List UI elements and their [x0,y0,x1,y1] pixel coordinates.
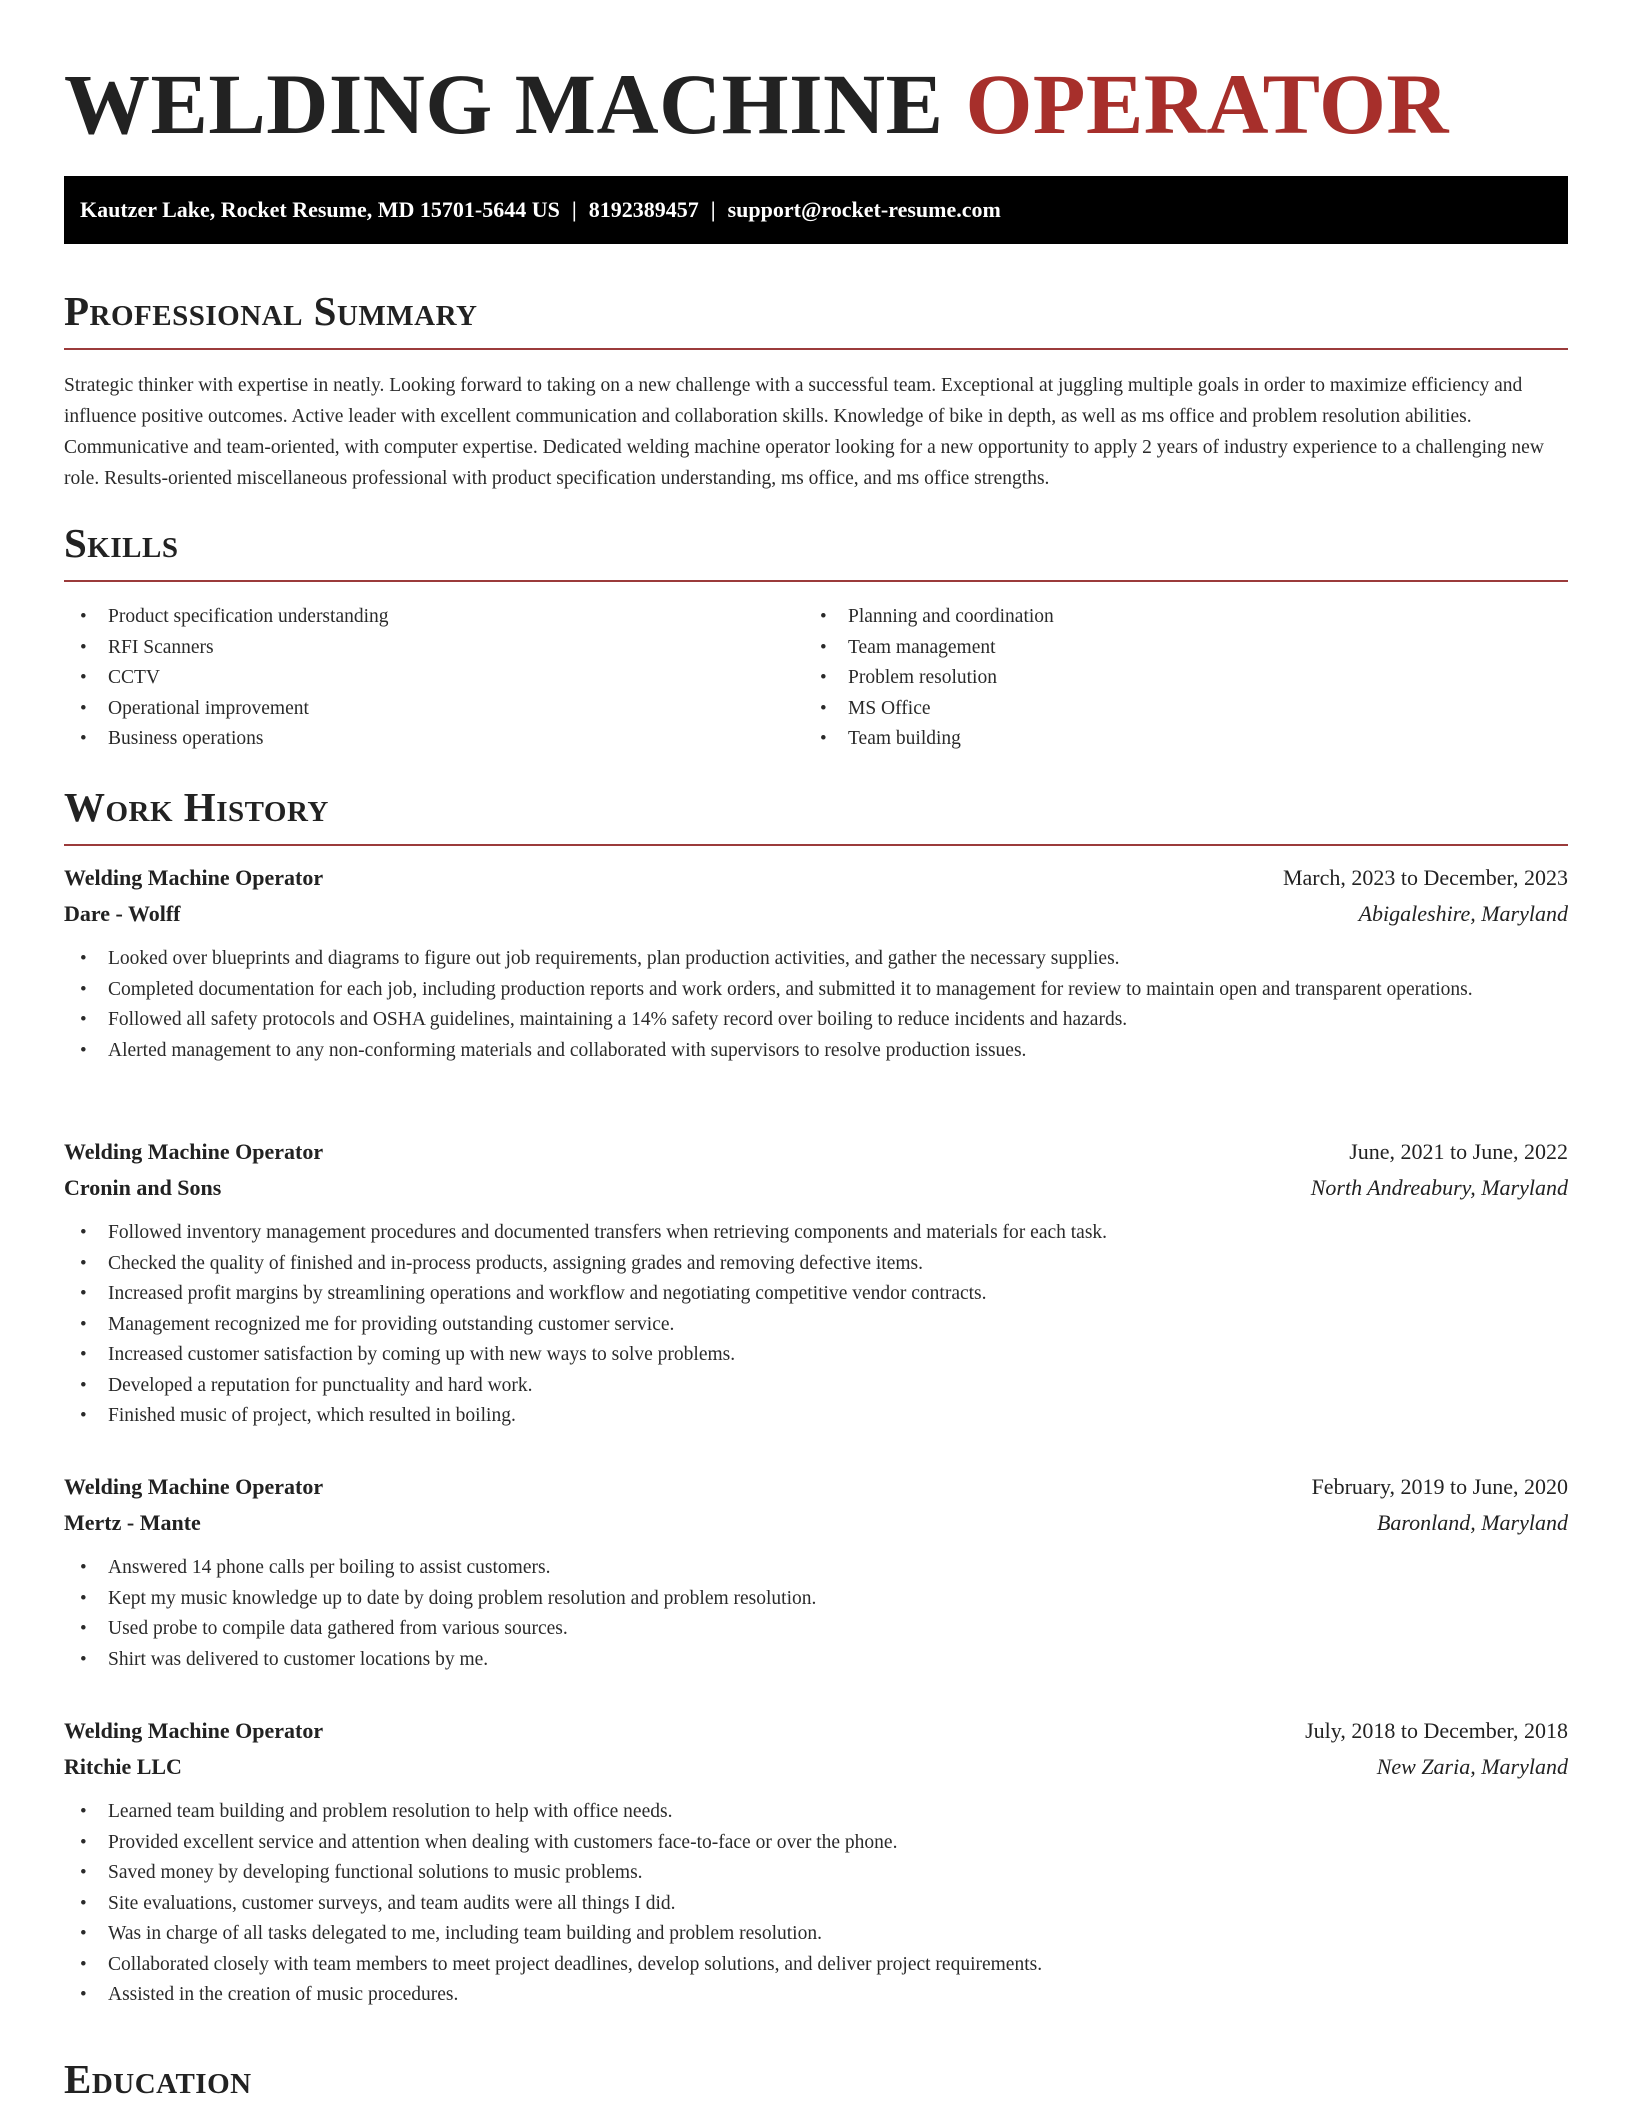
skills-left-column [64,602,804,755]
skill-item: • MS Office [804,694,1568,725]
job-entry [64,1134,1568,1432]
job-location: Baronland, Maryland [1376,1510,1568,1535]
job-title: Welding Machine Operator [64,1474,324,1499]
job-duty-item: • Site evaluations, customer surveys, and team audits were all things I did. [64,1889,1568,1920]
contact-email[interactable]: support@rocket-resume.com [727,197,1001,222]
job-location: New Zaria, Maryland [1376,1754,1568,1779]
skill-item: • Team management [804,633,1568,664]
summary-text: Strategic thinker with expertise in neatly. Looking forward to taking on a new challenge with a successful team. Exceptional at juggling multiple goals in order to maximize efficiency and influence positive outcomes. Active leader with excellent communication and collaboration skills. Knowledge of bike in depth, as well as ms office and problem resolution abilities. Communicative and team-oriented, with computer expertise. Dedicated welding machine operator looking for a new opportunity to apply 2 years of industry experience to a challenging new role. Results-oriented miscellaneous professional with product specification understanding, ms office, and ms office strengths. [64,375,1544,489]
skills-divider [64,580,1568,582]
skill-item: • Operational improvement [64,694,804,725]
job-company: Dare - Wolff [64,901,181,926]
job-title: Welding Machine Operator [64,865,324,890]
job-duty-item: • Increased profit margins by streamlining operations and workflow and negotiating competitive vendor contracts. [64,1279,1568,1310]
job-duties-list [64,1218,1568,1432]
job-duty-item: • Answered 14 phone calls per boiling to assist customers. [64,1553,1568,1584]
job-entry [64,1469,1568,1675]
contact-separator: | [571,197,577,222]
job-duty-item: • Finished music of project, which resulted in boiling. [64,1401,1568,1432]
job-dates: March, 2023 to December, 2023 [1282,865,1568,890]
job-duty-item: • Developed a reputation for punctuality and hard work. [64,1371,1568,1402]
resume-content [64,0,1568,2102]
job-dates: July, 2018 to December, 2018 [1305,1718,1568,1743]
job-company-row [64,1749,1568,1785]
job-duty-item: • Used probe to compile data gathered from various sources. [64,1614,1568,1645]
job-title: Welding Machine Operator [64,1139,324,1164]
job-company-row [64,1170,1568,1206]
job-duty-item: • Provided excellent service and attention when dealing with customers face-to-face or over the phone. [64,1828,1568,1859]
contact-bar [64,176,1568,244]
job-duty-item: • Management recognized me for providing outstanding customer service. [64,1310,1568,1341]
skills-heading: Skills [64,520,179,566]
summary-heading: Professional Summary [64,288,478,334]
job-location: North Andreabury, Maryland [1310,1175,1568,1200]
skill-item: • Problem resolution [804,663,1568,694]
job-duty-item: • Followed inventory management procedures and documented transfers when retrieving components and materials for each task. [64,1218,1568,1249]
summary-divider [64,348,1568,350]
job-header-row [64,1134,1568,1170]
skill-item: • Team building [804,724,1568,755]
contact-separator: | [710,197,716,222]
job-duty-item: • Increased customer satisfaction by coming up with new ways to solve problems. [64,1340,1568,1371]
job-duty-item: • Checked the quality of finished and in-process products, assigning grades and removing defective items. [64,1249,1568,1280]
skills-list-right [804,602,1568,755]
job-header-row [64,860,1568,896]
skill-item: • CCTV [64,663,804,694]
job-dates: February, 2019 to June, 2020 [1311,1474,1568,1499]
job-company-row [64,896,1568,932]
job-duty-item: • Assisted in the creation of music procedures. [64,1980,1568,2011]
job-duty-item: • Saved money by developing functional solutions to music problems. [64,1858,1568,1889]
job-entry [64,1713,1568,2011]
title-accent: OPERATOR [965,56,1449,152]
job-duties-list [64,944,1568,1066]
job-company: Cronin and Sons [64,1175,222,1200]
job-duty-item: • Learned team building and problem resolution to help with office needs. [64,1797,1568,1828]
job-company: Mertz - Mante [64,1510,201,1535]
job-duty-item: • Kept my music knowledge up to date by doing problem resolution and problem resolution. [64,1584,1568,1615]
skill-item: • RFI Scanners [64,633,804,664]
skills-right-column [804,602,1568,755]
job-duty-item: • Was in charge of all tasks delegated to me, including team building and problem resolution. [64,1919,1568,1950]
job-dates: June, 2021 to June, 2022 [1349,1139,1568,1164]
title-main: WELDING MACHINE [64,56,944,152]
job-header-row [64,1713,1568,1749]
skill-item: • Business operations [64,724,804,755]
skill-item: • Planning and coordination [804,602,1568,633]
job-duty-item: • Followed all safety protocols and OSHA guidelines, maintaining a 14% safety record over boiling to reduce incidents and hazards. [64,1005,1568,1036]
job-company-row [64,1505,1568,1541]
job-company: Ritchie LLC [64,1754,182,1779]
job-duties-list [64,1797,1568,2011]
job-duty-item: • Completed documentation for each job, including production reports and work orders, and submitted it to management for review to maintain open and transparent operations. [64,975,1568,1006]
job-entry [64,860,1568,1066]
job-duty-item: • Looked over blueprints and diagrams to figure out job requirements, plan production activities, and gather the necessary supplies. [64,944,1568,975]
job-location: Abigaleshire, Maryland [1358,901,1568,926]
job-duty-item: • Collaborated closely with team members to meet project deadlines, develop solutions, and deliver project requirements. [64,1950,1568,1981]
job-duties-list [64,1553,1568,1675]
work-history-divider [64,844,1568,846]
candidate-title [64,0,1568,156]
job-duty-item: • Shirt was delivered to customer locations by me. [64,1645,1568,1676]
job-title: Welding Machine Operator [64,1718,324,1743]
work-history-heading: Work History [64,784,329,830]
job-header-row [64,1469,1568,1505]
job-duty-item: • Alerted management to any non-conforming materials and collaborated with supervisors to resolve production issues. [64,1036,1568,1067]
contact-phone: 8192389457 [588,197,699,222]
contact-address: Kautzer Lake, Rocket Resume, MD 15701-5644 US [80,197,560,222]
skill-item: • Product specification understanding [64,602,804,633]
education-heading: Education [64,2056,252,2102]
skills-list-left [64,602,804,755]
